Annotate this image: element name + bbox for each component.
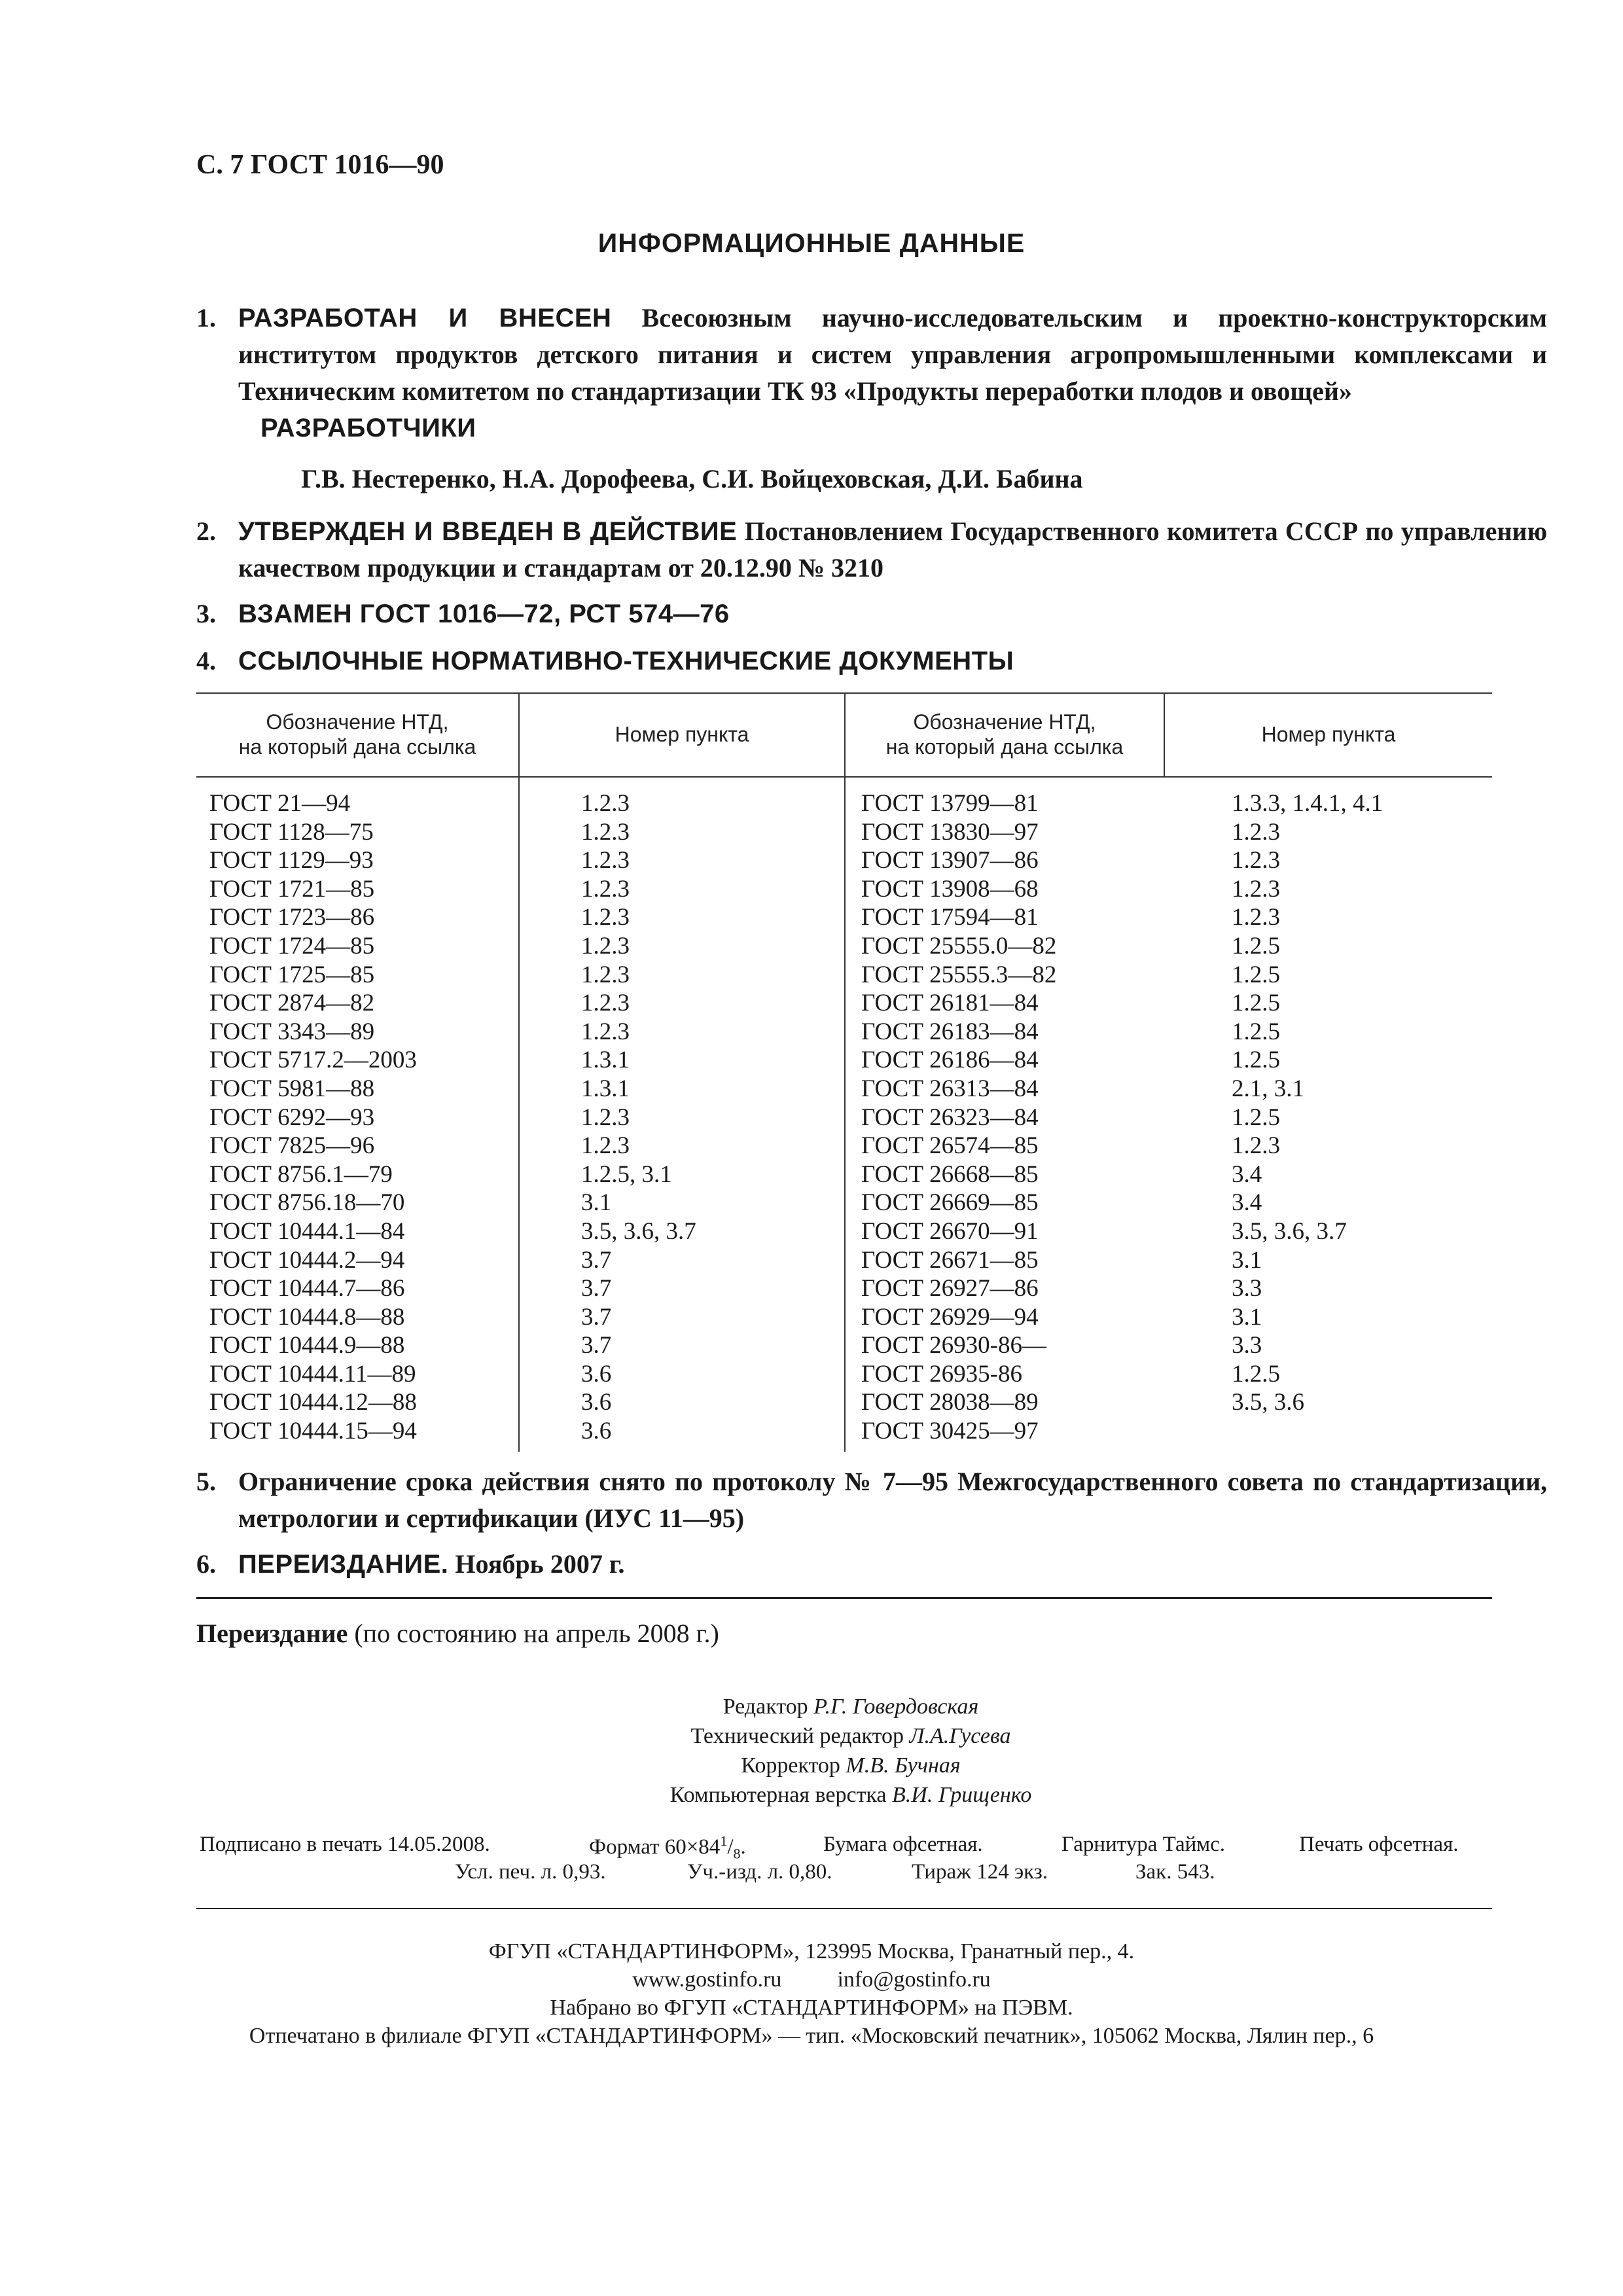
- table-cell-doc: ГОСТ 25555.0—82: [861, 932, 1057, 960]
- table-cell-clause: 1.2.3: [581, 1018, 630, 1045]
- table-cell-clause: 1.2.5: [1232, 1360, 1280, 1388]
- table-cell-clause: 1.2.3: [581, 990, 630, 1017]
- table-cell-clause: 1.2.3: [581, 818, 630, 846]
- table-cell-clause: 2.1, 3.1: [1232, 1075, 1304, 1102]
- imprint-signed: Подписано в печать 14.05.2008.: [200, 1833, 490, 1856]
- item-number: 5.: [196, 1467, 216, 1496]
- table-cell-doc: ГОСТ 3343—89: [209, 1018, 375, 1045]
- table-cell-clause: 3.5, 3.6, 3.7: [1232, 1217, 1347, 1245]
- item-lead: УТВЕРЖДЕН И ВВЕДЕН В ДЕЙСТВИЕ: [238, 517, 738, 546]
- table-cell-clause: 1.2.5, 3.1: [581, 1160, 672, 1188]
- table-cell-doc: ГОСТ 1128—75: [209, 818, 374, 846]
- imprint-format: Формат $60\times 84^1/_8$.: [589, 1833, 746, 1862]
- page-header: С. 7 ГОСТ 1016—90: [196, 150, 444, 180]
- publisher-block: [0, 1937, 1623, 2050]
- credit-proofreader: Корректор М.В. Бучная: [741, 1753, 961, 1778]
- imprint-paper: Бумага офсетная.: [823, 1833, 983, 1856]
- credit-layout: Компьютерная верстка В.И. Грищенко: [669, 1783, 1032, 1807]
- table-cell-clause: 1.2.3: [1232, 1132, 1280, 1160]
- publisher-contacts: www.gostinfo.ru info@gostinfo.ru: [632, 1967, 991, 1992]
- table-cell-clause: 1.2.3: [1232, 904, 1280, 931]
- table-cell-clause: 1.2.3: [581, 1103, 630, 1131]
- table-cell-clause: 1.2.5: [1232, 932, 1280, 960]
- item-5: [196, 1463, 1547, 1539]
- item-body: [238, 596, 1547, 632]
- section-title: ИНФОРМАЦИОННЫЕ ДАННЫЕ: [597, 228, 1026, 258]
- table-cell-doc: ГОСТ 26183—84: [861, 1018, 1039, 1045]
- table-header-clause-right: Номер пункта: [1261, 723, 1396, 746]
- item-4: [196, 643, 1505, 679]
- table-cell-doc: ГОСТ 26929—94: [861, 1303, 1039, 1331]
- imprint-sheets: Усл. печ. л. 0,93.: [455, 1860, 606, 1884]
- item-text: Ноябрь 2007 г.: [448, 1549, 625, 1579]
- item-number: 3.: [196, 599, 216, 628]
- table-cell-clause: 3.6: [581, 1389, 612, 1416]
- table-cell-clause: 1.2.3: [581, 932, 630, 960]
- table-cell-doc: ГОСТ 13830—97: [861, 818, 1039, 846]
- table-column-rule: [518, 692, 520, 1452]
- item-number: 4.: [196, 646, 216, 675]
- item-2: [196, 513, 1548, 588]
- table-cell-clause: 1.2.3: [581, 847, 630, 874]
- right-docs-column: [861, 789, 1056, 1446]
- table-cell-clause: 1.2.5: [1232, 990, 1280, 1017]
- item-number: 6.: [196, 1549, 216, 1579]
- item-1: [196, 300, 1548, 411]
- table-cell-doc: ГОСТ 10444.8—88: [209, 1303, 405, 1331]
- item-number: 2.: [196, 516, 216, 546]
- table-cell-clause: 3.1: [581, 1189, 612, 1217]
- divider: [196, 1597, 1492, 1599]
- divider: [196, 1908, 1492, 1909]
- table-cell-clause: 1.3.1: [581, 1047, 630, 1074]
- imprint-order: Зак. 543.: [1135, 1860, 1215, 1884]
- table-cell-doc: ГОСТ 2874—82: [209, 990, 375, 1017]
- table-cell-doc: ГОСТ 8756.1—79: [209, 1160, 393, 1188]
- table-cell-doc: ГОСТ 26186—84: [861, 1047, 1039, 1074]
- table-cell-doc: ГОСТ 26669—85: [861, 1189, 1039, 1217]
- table-cell-doc: ГОСТ 26930-86—: [861, 1332, 1046, 1359]
- table-cell-clause: 3.5, 3.6: [1232, 1389, 1304, 1416]
- table-cell-clause: 3.1: [1232, 1246, 1262, 1274]
- table-cell-clause: 3.3: [1232, 1275, 1262, 1302]
- table-cell-clause: 3.7: [581, 1275, 612, 1302]
- table-cell-doc: ГОСТ 10444.7—86: [209, 1275, 405, 1302]
- developers-list: Г.В. Нестеренко, Н.А. Дорофеева, С.И. Войцеховская, Д.И. Бабина: [301, 464, 1083, 493]
- table-cell-doc: ГОСТ 26313—84: [861, 1075, 1039, 1102]
- table-cell-doc: ГОСТ 17594—81: [861, 904, 1039, 931]
- table-cell-doc: ГОСТ 10444.2—94: [209, 1246, 405, 1274]
- table-cell-clause: 3.3: [1232, 1332, 1262, 1359]
- item-body: [238, 1546, 1547, 1583]
- table-header-doc-right: Обозначение НТД, на который дана ссылка: [885, 710, 1124, 759]
- table-cell-doc: ГОСТ 1129—93: [209, 847, 374, 874]
- table-cell-clause: 1.2.3: [581, 875, 630, 903]
- table-cell-clause: 1.2.5: [1232, 961, 1280, 988]
- table-cell-clause: 1.2.5: [1232, 1018, 1280, 1045]
- table-cell-doc: ГОСТ 1723—86: [209, 904, 375, 931]
- table-cell-doc: ГОСТ 30425—97: [861, 1418, 1039, 1445]
- table-cell-doc: ГОСТ 26574—85: [861, 1132, 1039, 1160]
- table-cell-clause: 1.2.3: [581, 790, 630, 817]
- table-cell-doc: ГОСТ 1721—85: [209, 875, 375, 903]
- table-cell-clause: 1.2.3: [1232, 818, 1280, 846]
- table-cell-doc: ГОСТ 26927—86: [861, 1275, 1039, 1302]
- publisher-address: ФГУП «СТАНДАРТИНФОРМ», 123995 Москва, Гранатный пер., 4.: [488, 1939, 1135, 1964]
- left-docs-column: [209, 789, 417, 1446]
- item-lead: РАЗРАБОТАН И ВНЕСЕН: [238, 304, 612, 332]
- table-cell-clause: 1.2.3: [581, 961, 630, 988]
- table-cell-clause: 1.2.3: [1232, 875, 1280, 903]
- table-cell-doc: ГОСТ 26670—91: [861, 1217, 1039, 1245]
- table-cell-doc: ГОСТ 5717.2—2003: [209, 1047, 417, 1074]
- table-cell-doc: ГОСТ 10444.9—88: [209, 1332, 405, 1359]
- credits-block: [0, 1692, 1623, 1810]
- table-cell-doc: ГОСТ 10444.1—84: [209, 1217, 405, 1245]
- table-cell-doc: ГОСТ 5981—88: [209, 1075, 375, 1102]
- table-cell-doc: ГОСТ 13799—81: [861, 790, 1039, 817]
- table-cell-clause: 3.7: [581, 1246, 612, 1274]
- table-cell-doc: ГОСТ 10444.12—88: [209, 1389, 417, 1416]
- table-cell-doc: ГОСТ 26323—84: [861, 1103, 1039, 1131]
- table-header-clause-left: Номер пункта: [615, 723, 749, 746]
- table-cell-clause: 1.2.3: [581, 904, 630, 931]
- item-lead: ССЫЛОЧНЫЕ НОРМАТИВНО-ТЕХНИЧЕСКИЕ ДОКУМЕНТЫ: [238, 647, 1014, 675]
- table-cell-clause: 3.4: [1232, 1189, 1262, 1217]
- table-cell-doc: ГОСТ 21—94: [209, 790, 351, 817]
- item-lead: ПЕРЕИЗДАНИЕ.: [238, 1550, 449, 1579]
- left-clauses-column: [581, 789, 696, 1446]
- table-cell-doc: ГОСТ 7825—96: [209, 1132, 375, 1160]
- table-cell-clause: 3.6: [581, 1360, 612, 1388]
- table-cell-clause: 3.7: [581, 1303, 612, 1331]
- table-cell-clause: 3.6: [581, 1418, 612, 1445]
- table-cell-clause: 3.4: [1232, 1160, 1262, 1188]
- right-clauses-column: [1232, 789, 1383, 1417]
- table-cell-doc: ГОСТ 13908—68: [861, 875, 1039, 903]
- table-cell-clause: 3.7: [581, 1332, 612, 1359]
- item-number: 1.: [196, 303, 216, 332]
- table-cell-clause: 1.2.5: [1232, 1047, 1280, 1074]
- table-cell-doc: ГОСТ 26935-86: [861, 1360, 1022, 1388]
- item-6: [196, 1546, 1505, 1583]
- table-cell-doc: ГОСТ 28038—89: [861, 1389, 1039, 1416]
- table-cell-clause: 3.5, 3.6, 3.7: [581, 1217, 696, 1245]
- reissue-note: Переиздание (по состоянию на апрель 2008 г.): [196, 1619, 719, 1648]
- item-body: [238, 643, 1547, 679]
- table-cell-doc: ГОСТ 25555.3—82: [861, 961, 1057, 988]
- imprint-print: Печать офсетная.: [1299, 1833, 1459, 1856]
- table-cell-doc: ГОСТ 1725—85: [209, 961, 375, 988]
- table-header-doc-left: Обозначение НТД, на который дана ссылка: [238, 710, 476, 759]
- table-cell-clause: 3.1: [1232, 1303, 1262, 1331]
- table-cell-clause: 1.2.3: [1232, 847, 1280, 874]
- item-body: Ограничение срока действия снято по протоколу № 7—95 Межгосударственного совета по стандартизации, метрологии и сертификации (ИУС 11—95): [238, 1467, 1547, 1533]
- table-cell-doc: ГОСТ 1724—85: [209, 932, 375, 960]
- item-3: [196, 596, 1505, 632]
- publisher-typeset: Набрано во ФГУП «СТАНДАРТИНФОРМ» на ПЭВМ.: [550, 1996, 1073, 2020]
- table-cell-doc: ГОСТ 26668—85: [861, 1160, 1039, 1188]
- imprint-pub-sheets: Уч.-изд. л. 0,80.: [687, 1860, 832, 1884]
- table-cell-clause: 1.2.5: [1232, 1103, 1280, 1131]
- table-cell-doc: ГОСТ 10444.11—89: [209, 1360, 416, 1388]
- item-text: Постановлением Государственного комитета СССР по управлению качеством продукции и стандартам от 20.12.90 № 3210: [238, 516, 1548, 583]
- item-lead: ВЗАМЕН ГОСТ 1016—72, РСТ 574—76: [238, 600, 730, 628]
- table-cell-doc: ГОСТ 10444.15—94: [209, 1418, 417, 1445]
- table-cell-clause: 1.2.3: [581, 1132, 630, 1160]
- credit-editor: Редактор Р.Г. Говердовская: [722, 1695, 979, 1719]
- item-body: [238, 513, 1547, 586]
- table-cell-clause: 1.3.1: [581, 1075, 630, 1102]
- table-cell-doc: ГОСТ 6292—93: [209, 1103, 375, 1131]
- imprint-run: Тираж 124 экз.: [912, 1860, 1048, 1884]
- table-cell-clause: 1.3.3, 1.4.1, 4.1: [1232, 790, 1383, 817]
- item-text: Всесоюзным научно-исследовательским и проектно-конструкторским институтом продуктов детского питания и систем управления агропромышленными комплексами и Техническим комитетом по стандартизации ТК 93 «Продукты переработки плодов и овощей»: [238, 303, 1548, 406]
- table-cell-doc: ГОСТ 8756.18—70: [209, 1189, 405, 1217]
- publisher-printed: Отпечатано в филиале ФГУП «СТАНДАРТИНФОРМ» — тип. «Московский печатник», 105062 Москва, Лялин пер., 6: [249, 2024, 1374, 2048]
- table-cell-doc: ГОСТ 26181—84: [861, 990, 1039, 1017]
- table-column-rule: [844, 692, 846, 1452]
- reference-table: [196, 692, 1492, 1452]
- table-cell-doc: ГОСТ 26671—85: [861, 1246, 1039, 1274]
- credit-tech-editor: Технический редактор Л.А.Гусева: [690, 1724, 1011, 1748]
- developers-label: РАЗРАБОТЧИКИ: [260, 414, 476, 442]
- imprint-typeface: Гарнитура Таймс.: [1061, 1833, 1226, 1856]
- item-body: [238, 300, 1547, 410]
- table-cell-doc: ГОСТ 13907—86: [861, 847, 1039, 874]
